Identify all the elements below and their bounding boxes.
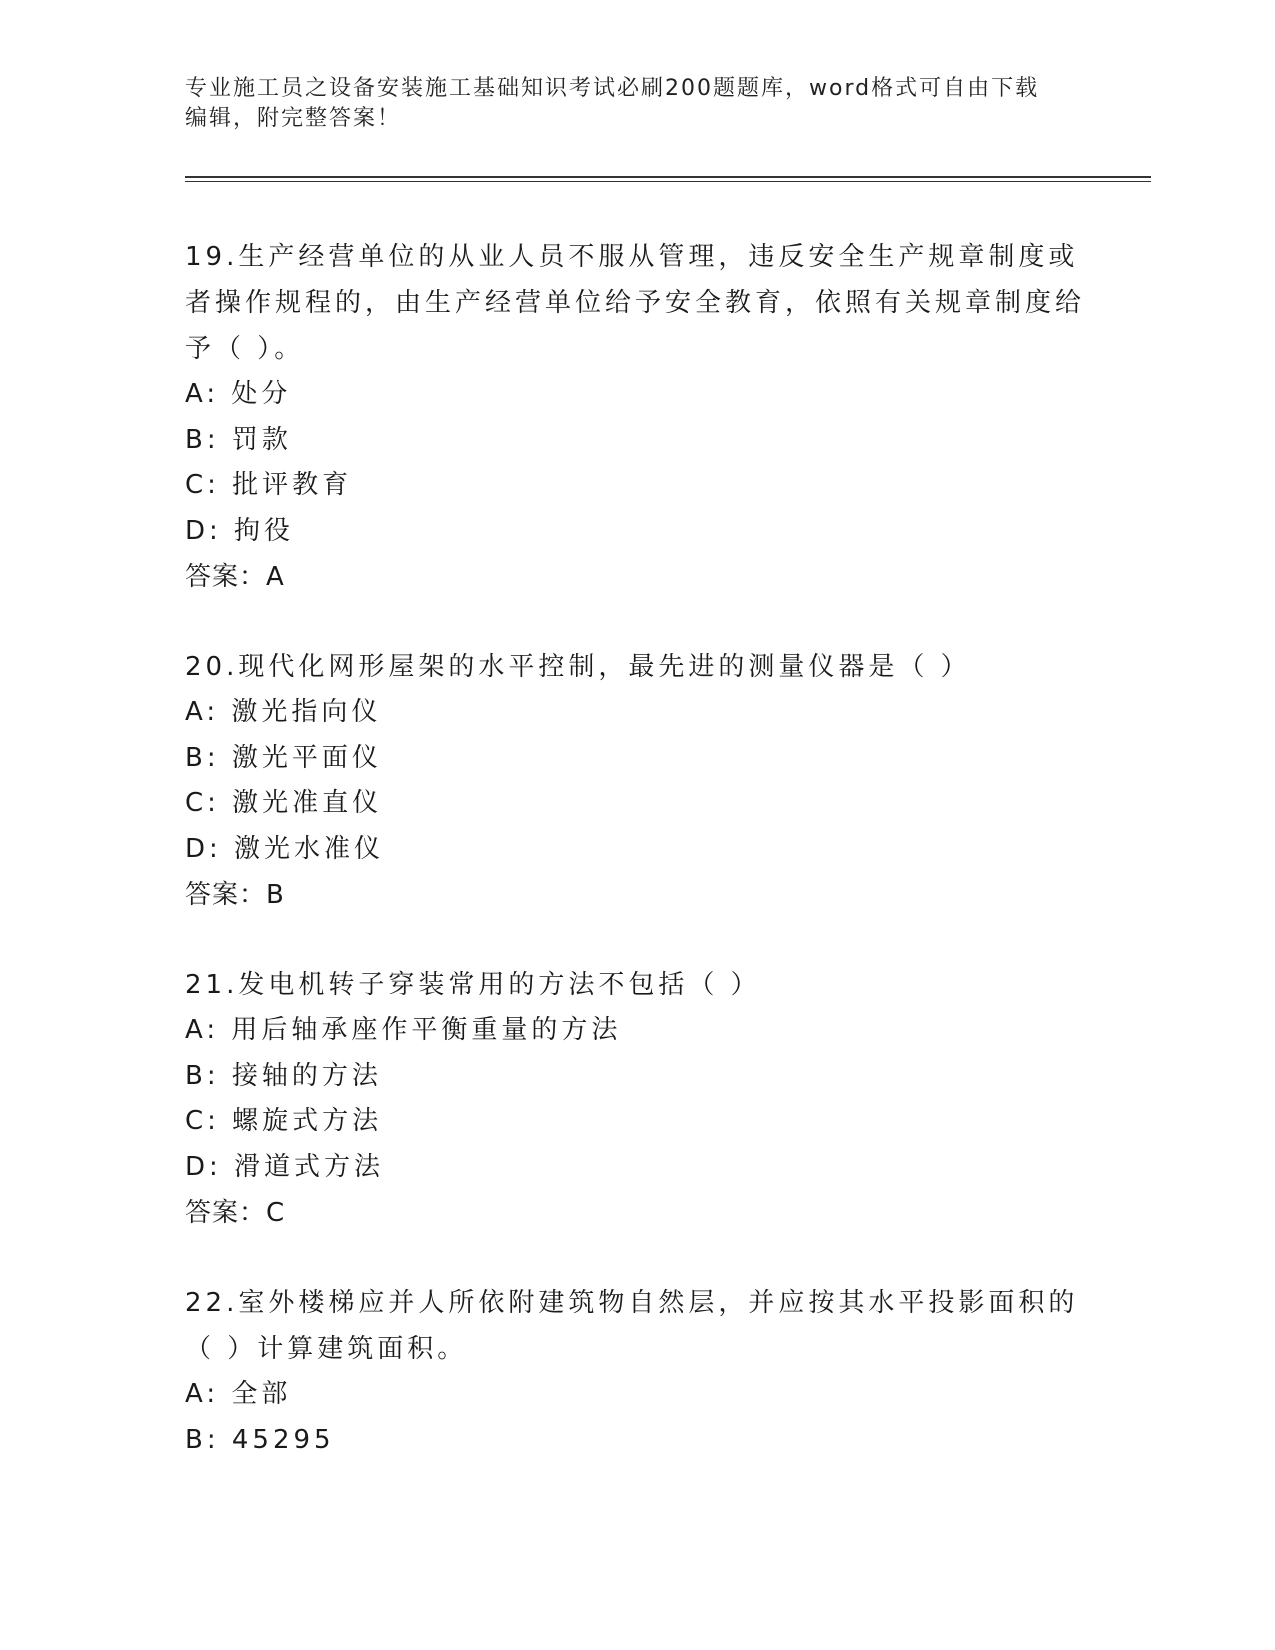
option-b: B: 45295 xyxy=(185,1424,335,1455)
question-19 xyxy=(185,234,1085,600)
option-b: B: 激光平面仪 xyxy=(185,742,382,773)
option-d: D: 激光水准仪 xyxy=(185,833,385,864)
option-b: B: 接轴的方法 xyxy=(185,1060,382,1091)
option-a: A: 处分 xyxy=(185,379,292,409)
option-c: C: 螺旋式方法 xyxy=(185,1106,383,1136)
answer: 答案：B xyxy=(185,880,285,910)
header-line-2: 编辑，附完整答案！ xyxy=(185,106,402,131)
answer: 答案：C xyxy=(185,1198,286,1228)
option-a: A: 用后轴承座作平衡重量的方法 xyxy=(185,1015,622,1045)
document-header xyxy=(185,74,1075,134)
question-21 xyxy=(185,962,1085,1236)
option-a: A: 全部 xyxy=(185,1379,292,1409)
option-d: D: 滑道式方法 xyxy=(185,1151,385,1182)
question-text: 20.现代化网形屋架的水平控制，最先进的测量仪器是（ ） xyxy=(185,652,971,682)
question-22 xyxy=(185,1280,1085,1463)
question-text: 22.室外楼梯应并人所依附建筑物自然层，并应按其水平投影面积的（ ）计算建筑面积。 xyxy=(185,1288,1079,1364)
question-20 xyxy=(185,644,1085,918)
option-d: D: 拘役 xyxy=(185,515,295,546)
option-c: C: 激光准直仪 xyxy=(185,788,383,818)
question-text: 21.发电机转子穿装常用的方法不包括（ ） xyxy=(185,970,761,1000)
header-line-1: 专业施工员之设备安装施工基础知识考试必刷200题题库，word格式可自由下载 xyxy=(185,76,1040,101)
header-divider xyxy=(185,176,1151,178)
question-text: 19.生产经营单位的从业人员不服从管理，违反安全生产规章制度或者操作规程的，由生产经营单位给予安全教育，依照有关规章制度给予（ ）。 xyxy=(185,242,1086,364)
question-list xyxy=(185,234,1085,1507)
option-c: C: 批评教育 xyxy=(185,470,353,500)
answer: 答案：A xyxy=(185,562,285,592)
option-b: B: 罚款 xyxy=(185,424,292,455)
option-a: A: 激光指向仪 xyxy=(185,697,382,727)
header-divider-thin xyxy=(185,181,1151,182)
